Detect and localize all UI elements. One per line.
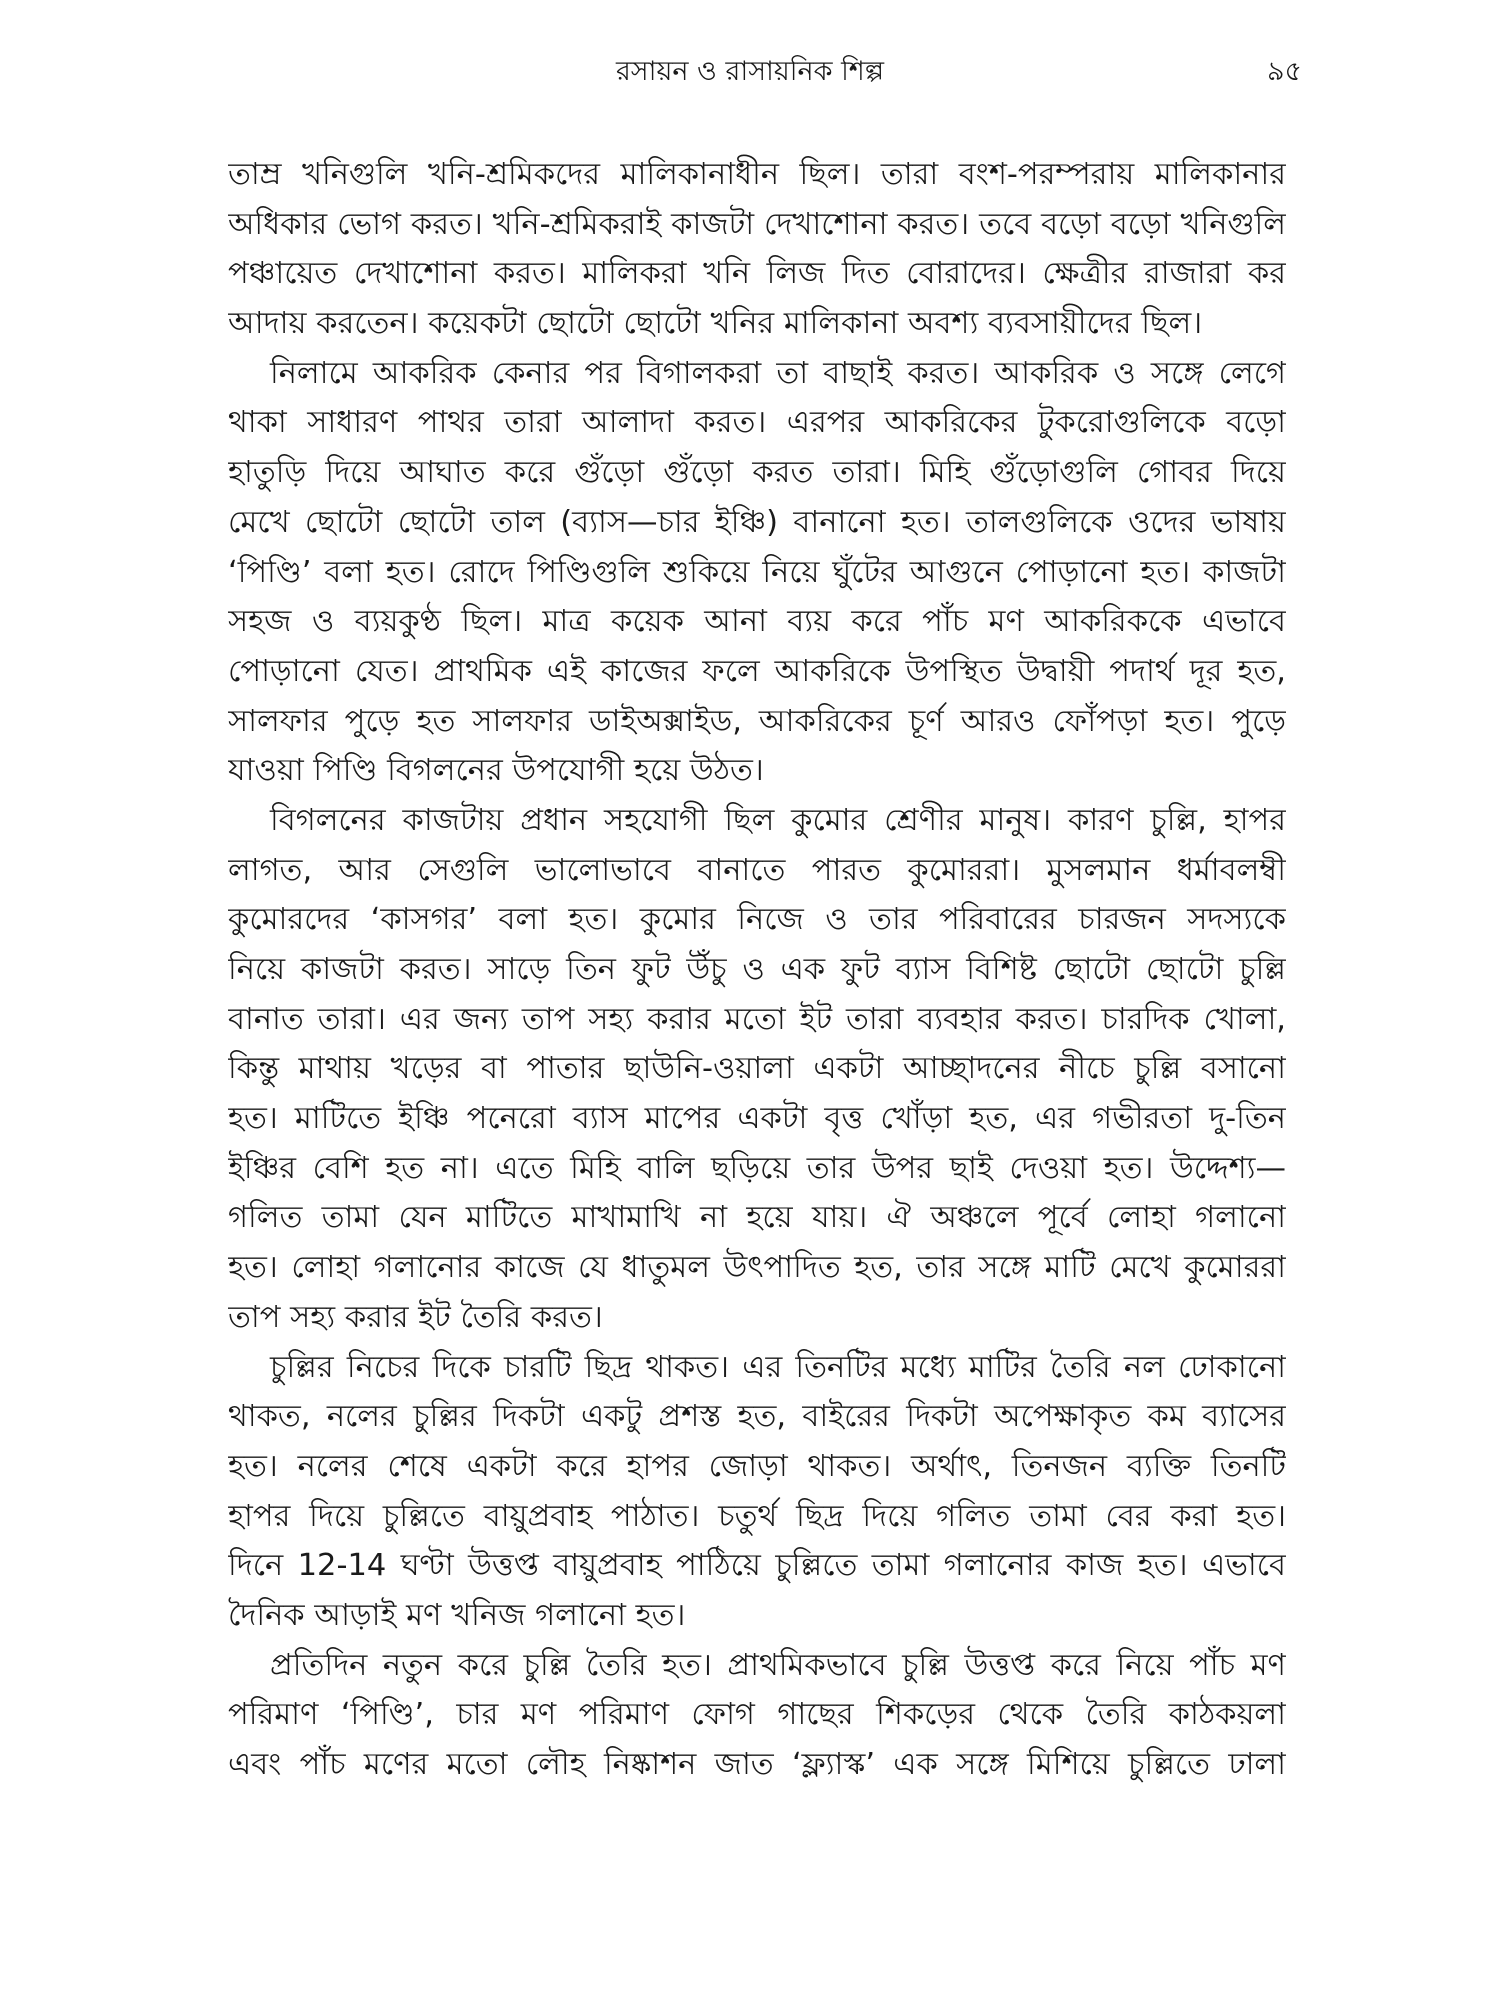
text-line: কিন্তু মাথায় খড়ের বা পাতার ছাউনি-ওয়ালা একটা আচ্ছাদনের নীচে চুল্লি বসানো [228, 1051, 1286, 1087]
paragraph-first-line: চুল্লির নিচের দিকে চারটি ছিদ্র থাকত। এর তিনটির মধ্যে মাটির তৈরি নল ঢোকানো [270, 1349, 1286, 1385]
body-text [228, 150, 1286, 1790]
paragraph-first-line: প্রতিদিন নতুন করে চুল্লি তৈরি হত। প্রাথমিকভাবে চুল্লি উত্তপ্ত করে নিয়ে পাঁচ মণ [270, 1647, 1286, 1683]
text-line: অধিকার ভোগ করত। খনি-শ্রমিকরাই কাজটা দেখাশোনা করত। তবে বড়ো বড়ো খনিগুলি [228, 206, 1286, 242]
text-line: তাম্র খনিগুলি খনি-শ্রমিকদের মালিকানাধীন ছিল। তারা বংশ-পরম্পরায় মালিকানার [228, 157, 1286, 192]
text-line: থাকত, নলের চুল্লির দিকটা একটু প্রশস্ত হত, বাইরের দিকটা অপেক্ষাকৃত কম ব্যাসের [228, 1399, 1286, 1435]
text-line: হত। লোহা গলানোর কাজে যে ধাতুমল উৎপাদিত হত, তার সঙ্গে মাটি মেখে কুমোররা [228, 1250, 1286, 1286]
paragraph-first-line: নিলামে আকরিক কেনার পর বিগালকরা তা বাছাই করত। আকরিক ও সঙ্গে লেগে [270, 355, 1286, 391]
text-line: পোড়ানো যেত। প্রাথমিক এই কাজের ফলে আকরিকে উপস্থিত উদ্বায়ী পদার্থ দূর হত, [228, 653, 1286, 689]
paragraph-first-line: বিগলনের কাজটায় প্রধান সহযোগী ছিল কুমোর শ্রেণীর মানুষ। কারণ চুল্লি, হাপর [270, 802, 1286, 838]
running-title: রসায়ন ও রাসায়নিক শিল্প [615, 56, 885, 87]
text-line: থাকা সাধারণ পাথর তারা আলাদা করত। এরপর আকরিকের টুকরোগুলিকে বড়ো [228, 405, 1286, 441]
page-number: ৯৫ [1266, 56, 1302, 87]
text-line: দিনে 12-14 ঘণ্টা উত্তপ্ত বায়ুপ্রবাহ পাঠিয়ে চুল্লিতে তামা গলানোর কাজ হত। এভাবে [228, 1548, 1286, 1584]
text-line: ‘পিণ্ডি’ বলা হত। রোদে পিণ্ডিগুলি শুকিয়ে নিয়ে ঘুঁটের আগুনে পোড়ানো হত। কাজটা [228, 554, 1286, 590]
text-line: নিয়ে কাজটা করত। সাড়ে তিন ফুট উঁচু ও এক ফুট ব্যাস বিশিষ্ট ছোটো ছোটো চুল্লি [228, 952, 1286, 987]
text-line: সহজ ও ব্যয়কুণ্ঠ ছিল। মাত্র কয়েক আনা ব্যয় করে পাঁচ মণ আকরিককে এভাবে [228, 604, 1286, 640]
text-line: গলিত তামা যেন মাটিতে মাখামাখি না হয়ে যায়। ঐ অঞ্চলে পূর্বে লোহা গলানো [228, 1200, 1286, 1236]
text-line: মেখে ছোটো ছোটো তাল (ব্যাস—চার ইঞ্চি) বানানো হত। তালগুলিকে ওদের ভাষায় [228, 504, 1286, 540]
text-line: বানাত তারা। এর জন্য তাপ সহ্য করার মতো ইট তারা ব্যবহার করত। চারদিক খোলা, [228, 1001, 1286, 1037]
text-line: হত। মাটিতে ইঞ্চি পনেরো ব্যাস মাপের একটা বৃত্ত খোঁড়া হত, এর গভীরতা দু-তিন [228, 1101, 1286, 1137]
running-header [0, 52, 1500, 92]
text-line: সালফার পুড়ে হত সালফার ডাইঅক্সাইড, আকরিকের চূর্ণ আরও ফোঁপড়া হত। পুড়ে [228, 703, 1286, 739]
text-line: দৈনিক আড়াই মণ খনিজ গলানো হত। [228, 1597, 686, 1633]
text-line: পঞ্চায়েত দেখাশোনা করত। মালিকরা খনি লিজ দিত বোরাদের। ক্ষেত্রীর রাজারা কর [228, 256, 1286, 292]
text-line: ইঞ্চির বেশি হত না। এতে মিহি বালি ছড়িয়ে তার উপর ছাই দেওয়া হত। উদ্দেশ্য— [228, 1150, 1286, 1186]
text-line: এবং পাঁচ মণের মতো লৌহ নিষ্কাশন জাত ‘ফ্ল্যাস্ক’ এক সঙ্গে মিশিয়ে চুল্লিতে ঢালা [228, 1747, 1286, 1782]
text-line: হাতুড়ি দিয়ে আঘাত করে গুঁড়ো গুঁড়ো করত তারা। মিহি গুঁড়োগুলি গোবর দিয়ে [228, 455, 1286, 491]
text-line: যাওয়া পিণ্ডি বিগলনের উপযোগী হয়ে উঠত। [228, 753, 764, 789]
text-line: হত। নলের শেষে একটা করে হাপর জোড়া থাকত। অর্থাৎ, তিনজন ব্যক্তি তিনটি [228, 1448, 1286, 1484]
text-line: পরিমাণ ‘পিণ্ডি’, চার মণ পরিমাণ ফোগ গাছের শিকড়ের থেকে তৈরি কাঠকয়লা [228, 1697, 1286, 1733]
text-line: লাগত, আর সেগুলি ভালোভাবে বানাতে পারত কুমোররা। মুসলমান ধর্মাবলম্বী [228, 852, 1286, 888]
text-line: আদায় করতেন। কয়েকটা ছোটো ছোটো খনির মালিকানা অবশ্য ব্যবসায়ীদের ছিল। [228, 306, 1203, 342]
text-line: তাপ সহ্য করার ইট তৈরি করত। [228, 1299, 603, 1335]
text-line: হাপর দিয়ে চুল্লিতে বায়ুপ্রবাহ পাঠাত। চতুর্থ ছিদ্র দিয়ে গলিত তামা বের করা হত। [228, 1498, 1286, 1534]
text-line: কুমোরদের ‘কাসগর’ বলা হত। কুমোর নিজে ও তার পরিবারের চারজন সদস্যকে [228, 902, 1286, 938]
